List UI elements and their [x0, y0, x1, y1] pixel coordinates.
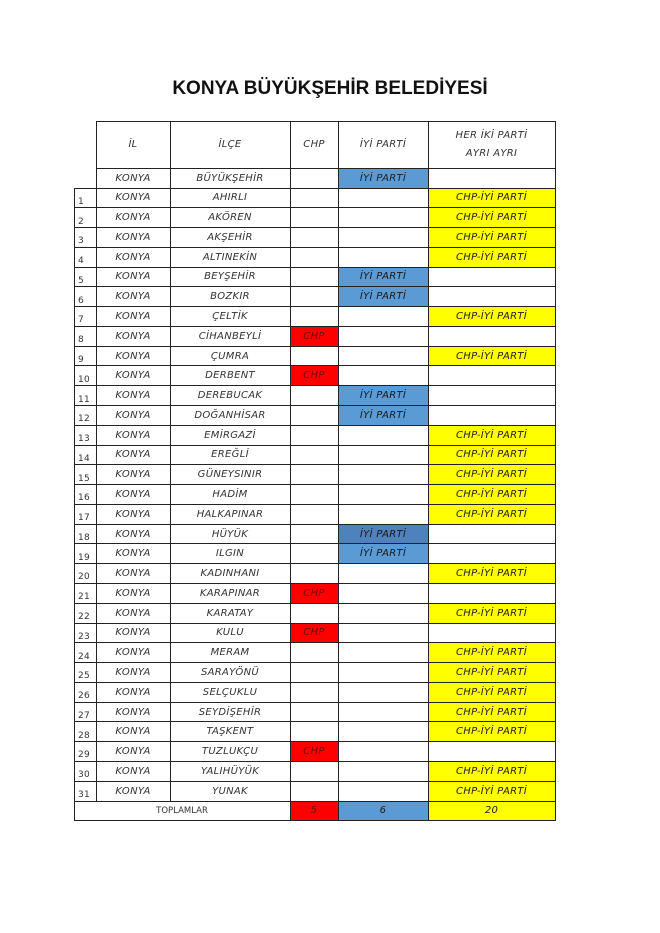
cell-chp	[290, 564, 338, 584]
cell-iyi-parti	[338, 643, 428, 663]
cell-ilce: KARATAY	[206, 607, 254, 619]
row-number: 30	[78, 770, 91, 781]
cell-il: KONYA	[115, 726, 151, 738]
cell-ilce: TUZLUKÇU	[201, 746, 259, 758]
cell-il: KONYA	[115, 449, 151, 461]
table-gridline	[74, 781, 556, 782]
cell-both-parties	[428, 386, 555, 406]
cell-chp	[290, 761, 338, 781]
cell-chp	[290, 702, 338, 722]
header-ilce: İLÇE	[218, 138, 242, 150]
cell-both-parties	[428, 583, 555, 603]
row-number: 9	[78, 354, 85, 365]
cell-iyi-parti	[338, 445, 428, 465]
row-number: 8	[78, 335, 85, 346]
cell-iyi-parti	[338, 722, 428, 742]
row-number: 17	[78, 513, 91, 524]
cell-ilce: CİHANBEYLİ	[198, 330, 262, 342]
cell-both-parties: CHP-İYİ PARTİ	[428, 465, 555, 485]
table-gridline	[74, 662, 556, 663]
cell-both-parties: CHP-İYİ PARTİ	[428, 346, 555, 366]
cell-ilce: BOZKIR	[210, 291, 250, 303]
row-number: 10	[78, 374, 91, 385]
cell-iyi-parti: İYİ PARTİ	[338, 406, 428, 426]
cell-both-parties: CHP-İYİ PARTİ	[428, 663, 555, 683]
cell-il: KONYA	[115, 370, 151, 382]
cell-both-parties: CHP-İYİ PARTİ	[428, 247, 555, 267]
table-gridline	[96, 168, 556, 169]
row-number: 27	[78, 710, 91, 721]
cell-both-parties: CHP-İYİ PARTİ	[428, 485, 555, 505]
row-number: 25	[78, 671, 91, 682]
cell-both-parties	[428, 267, 555, 287]
table-gridline	[74, 445, 556, 446]
cell-iyi-parti	[338, 583, 428, 603]
cell-iyi-parti	[338, 761, 428, 781]
cell-both-parties	[428, 287, 555, 307]
page-title: KONYA BÜYÜKŞEHİR BELEDİYESİ	[172, 78, 488, 99]
row-number: 4	[78, 256, 85, 267]
cell-ilce: GÜNEYSINIR	[197, 469, 263, 481]
cell-iyi-parti	[338, 663, 428, 683]
table-gridline	[74, 188, 556, 189]
table-gridline	[290, 121, 291, 821]
table-gridline	[170, 121, 171, 802]
cell-chp: CHP	[290, 583, 338, 603]
header-iyi-parti: İYİ PARTİ	[359, 138, 407, 150]
cell-ilce: SELÇUKLU	[202, 686, 258, 698]
cell-chp: CHP	[290, 623, 338, 643]
table-gridline	[74, 761, 556, 762]
table-gridline	[74, 306, 556, 307]
cell-both-parties: CHP-İYİ PARTİ	[428, 228, 555, 248]
cell-ilce: AKÖREN	[208, 212, 252, 224]
cell-ilce: HADİM	[212, 488, 248, 500]
table-gridline	[96, 121, 97, 802]
cell-iyi-parti	[338, 603, 428, 623]
cell-il: KONYA	[115, 429, 151, 441]
cell-ilce: EMİRGAZİ	[204, 429, 256, 441]
header-both-parties: HER İKİ PARTİ AYRI AYRI	[455, 129, 528, 159]
cell-iyi-parti	[338, 247, 428, 267]
table-gridline	[428, 121, 429, 821]
cell-both-parties: CHP-İYİ PARTİ	[428, 603, 555, 623]
cell-il: KONYA	[115, 311, 151, 323]
row-number: 15	[78, 473, 91, 484]
cell-il: KONYA	[115, 330, 151, 342]
cell-iyi-parti: İYİ PARTİ	[338, 544, 428, 564]
cell-both-parties: CHP-İYİ PARTİ	[428, 564, 555, 584]
table-gridline	[74, 227, 556, 228]
cell-both-parties: CHP-İYİ PARTİ	[428, 445, 555, 465]
cell-chp	[290, 228, 338, 248]
cell-iyi-parti	[338, 485, 428, 505]
table-gridline	[74, 267, 556, 268]
row-number: 31	[78, 789, 91, 800]
total-chp: 5	[290, 801, 338, 820]
cell-iyi-parti: İYİ PARTİ	[338, 386, 428, 406]
cell-iyi-parti	[338, 307, 428, 327]
cell-il: KONYA	[115, 271, 151, 283]
cell-both-parties	[428, 544, 555, 564]
row-number: 16	[78, 493, 91, 504]
cell-chp: CHP	[290, 366, 338, 386]
table-gridline	[74, 820, 556, 821]
cell-chp	[290, 287, 338, 307]
cell-ilce: KARAPINAR	[199, 587, 261, 599]
cell-chp	[290, 425, 338, 445]
cell-chp	[290, 603, 338, 623]
table-gridline	[74, 721, 556, 722]
cell-il: KONYA	[115, 706, 151, 718]
table-gridline	[74, 326, 556, 327]
cell-ilce: HALKAPINAR	[196, 508, 264, 520]
cell-iyi-parti	[338, 346, 428, 366]
cell-ilce: HÜYÜK	[211, 528, 249, 540]
cell-chp	[290, 267, 338, 287]
table-gridline	[74, 603, 556, 604]
metro-ilce: BÜYÜKŞEHİR	[196, 172, 264, 184]
cell-ilce: TAŞKENT	[206, 726, 254, 738]
table-gridline	[74, 801, 556, 802]
cell-iyi-parti: İYİ PARTİ	[338, 524, 428, 544]
cell-chp	[290, 386, 338, 406]
cell-ilce: YALIHÜYÜK	[200, 765, 260, 777]
table-gridline	[74, 405, 556, 406]
cell-ilce: ÇELTİK	[212, 311, 248, 323]
cell-ilce: AKŞEHİR	[207, 231, 253, 243]
table-gridline	[96, 121, 556, 122]
row-number: 5	[78, 275, 85, 286]
cell-both-parties: CHP-İYİ PARTİ	[428, 425, 555, 445]
cell-chp	[290, 663, 338, 683]
cell-both-parties	[428, 623, 555, 643]
cell-both-parties: CHP-İYİ PARTİ	[428, 761, 555, 781]
cell-il: KONYA	[115, 192, 151, 204]
row-number: 21	[78, 592, 91, 603]
row-number: 18	[78, 532, 91, 543]
header-il: İL	[128, 138, 138, 150]
cell-both-parties: CHP-İYİ PARTİ	[428, 504, 555, 524]
cell-both-parties	[428, 742, 555, 762]
cell-iyi-parti	[338, 504, 428, 524]
cell-il: KONYA	[115, 291, 151, 303]
cell-chp	[290, 544, 338, 564]
cell-both-parties: CHP-İYİ PARTİ	[428, 188, 555, 208]
row-number: 13	[78, 434, 91, 445]
table-gridline	[74, 346, 556, 347]
row-number: 26	[78, 691, 91, 702]
row-number: 7	[78, 315, 85, 326]
cell-chp	[290, 406, 338, 426]
metro-iyi: İYİ PARTİ	[338, 168, 428, 188]
table-gridline	[74, 741, 556, 742]
table-gridline	[338, 121, 339, 821]
table-gridline	[74, 563, 556, 564]
metro-il: KONYA	[115, 172, 151, 184]
cell-chp	[290, 485, 338, 505]
cell-ilce: ÇUMRA	[210, 350, 250, 362]
cell-chp	[290, 208, 338, 228]
cell-ilce: DOĞANHİSAR	[194, 409, 266, 421]
cell-ilce: ALTINEKİN	[202, 251, 258, 263]
cell-chp: CHP	[290, 742, 338, 762]
cell-il: KONYA	[115, 785, 151, 797]
cell-ilce: SARAYÖNÜ	[201, 666, 259, 678]
cell-chp	[290, 307, 338, 327]
row-number: 6	[78, 295, 85, 306]
row-number: 3	[78, 236, 85, 247]
row-number: 29	[78, 750, 91, 761]
cell-both-parties: CHP-İYİ PARTİ	[428, 643, 555, 663]
total-iyi-parti: 6	[338, 801, 428, 820]
cell-il: KONYA	[115, 212, 151, 224]
header-chp: CHP	[303, 138, 325, 150]
cell-ilce: YUNAK	[212, 785, 248, 797]
cell-both-parties: CHP-İYİ PARTİ	[428, 307, 555, 327]
cell-il: KONYA	[115, 647, 151, 659]
cell-il: KONYA	[115, 390, 151, 402]
table-gridline	[74, 583, 556, 584]
table-gridline	[74, 524, 556, 525]
cell-iyi-parti: İYİ PARTİ	[338, 287, 428, 307]
cell-ilce: AHIRLI	[212, 192, 248, 204]
cell-il: KONYA	[115, 627, 151, 639]
cell-iyi-parti	[338, 425, 428, 445]
total-both-parties: 20	[428, 801, 555, 820]
cell-chp	[290, 524, 338, 544]
table-gridline	[74, 365, 556, 366]
table-gridline	[74, 425, 556, 426]
cell-chp: CHP	[290, 326, 338, 346]
cell-ilce: DERBENT	[205, 370, 255, 382]
row-number: 1	[78, 196, 85, 207]
cell-ilce: KADINHANI	[200, 568, 260, 580]
cell-both-parties: CHP-İYİ PARTİ	[428, 682, 555, 702]
table-gridline	[74, 484, 556, 485]
cell-il: KONYA	[115, 508, 151, 520]
cell-both-parties	[428, 326, 555, 346]
table-gridline	[74, 623, 556, 624]
cell-il: KONYA	[115, 231, 151, 243]
table-gridline	[74, 286, 556, 287]
cell-iyi-parti	[338, 564, 428, 584]
cell-il: KONYA	[115, 587, 151, 599]
cell-ilce: BEYŞEHİR	[204, 271, 256, 283]
cell-il: KONYA	[115, 686, 151, 698]
row-number: 20	[78, 572, 91, 583]
cell-both-parties: CHP-İYİ PARTİ	[428, 702, 555, 722]
cell-chp	[290, 722, 338, 742]
table-gridline	[555, 121, 556, 821]
table-gridline	[74, 464, 556, 465]
cell-iyi-parti	[338, 188, 428, 208]
table-gridline	[74, 207, 556, 208]
cell-iyi-parti	[338, 366, 428, 386]
cell-chp	[290, 643, 338, 663]
cell-iyi-parti	[338, 742, 428, 762]
cell-il: KONYA	[115, 251, 151, 263]
cell-il: KONYA	[115, 409, 151, 421]
table-gridline	[74, 682, 556, 683]
cell-il: KONYA	[115, 746, 151, 758]
row-number: 22	[78, 612, 91, 623]
cell-iyi-parti	[338, 623, 428, 643]
cell-chp	[290, 445, 338, 465]
cell-both-parties: CHP-İYİ PARTİ	[428, 208, 555, 228]
cell-iyi-parti	[338, 682, 428, 702]
cell-ilce: DEREBUCAK	[197, 390, 263, 402]
cell-both-parties	[428, 524, 555, 544]
cell-iyi-parti	[338, 208, 428, 228]
cell-iyi-parti	[338, 781, 428, 801]
table-gridline	[74, 642, 556, 643]
cell-iyi-parti	[338, 702, 428, 722]
row-number: 28	[78, 730, 91, 741]
row-number: 19	[78, 552, 91, 563]
cell-iyi-parti: İYİ PARTİ	[338, 267, 428, 287]
cell-ilce: MERAM	[210, 647, 250, 659]
row-number: 11	[78, 394, 91, 405]
cell-ilce: KULU	[216, 627, 244, 639]
table-gridline	[74, 188, 75, 821]
cell-il: KONYA	[115, 488, 151, 500]
cell-chp	[290, 247, 338, 267]
cell-chp	[290, 781, 338, 801]
cell-iyi-parti	[338, 228, 428, 248]
cell-iyi-parti	[338, 465, 428, 485]
table-gridline	[74, 385, 556, 386]
cell-chp	[290, 682, 338, 702]
cell-il: KONYA	[115, 607, 151, 619]
cell-both-parties: CHP-İYİ PARTİ	[428, 722, 555, 742]
metro-chp	[290, 168, 338, 188]
cell-il: KONYA	[115, 548, 151, 560]
cell-ilce: EREĞLİ	[211, 449, 249, 461]
cell-chp	[290, 504, 338, 524]
cell-chp	[290, 465, 338, 485]
cell-ilce: SEYDİŞEHİR	[198, 706, 262, 718]
cell-il: KONYA	[115, 666, 151, 678]
totals-label: TOPLAMLAR	[156, 805, 208, 816]
cell-chp	[290, 188, 338, 208]
cell-il: KONYA	[115, 765, 151, 777]
cell-both-parties	[428, 366, 555, 386]
cell-both-parties	[428, 406, 555, 426]
metro-both	[428, 168, 555, 188]
cell-both-parties: CHP-İYİ PARTİ	[428, 781, 555, 801]
table-gridline	[74, 543, 556, 544]
cell-chp	[290, 346, 338, 366]
table-gridline	[74, 702, 556, 703]
row-number: 24	[78, 651, 91, 662]
cell-ilce: ILGIN	[215, 548, 245, 560]
table-gridline	[74, 247, 556, 248]
row-number: 23	[78, 631, 91, 642]
row-number: 2	[78, 216, 85, 227]
row-number: 12	[78, 414, 91, 425]
cell-il: KONYA	[115, 528, 151, 540]
cell-il: KONYA	[115, 350, 151, 362]
table-gridline	[74, 504, 556, 505]
cell-il: KONYA	[115, 469, 151, 481]
cell-il: KONYA	[115, 568, 151, 580]
cell-iyi-parti	[338, 326, 428, 346]
row-number: 14	[78, 453, 91, 464]
